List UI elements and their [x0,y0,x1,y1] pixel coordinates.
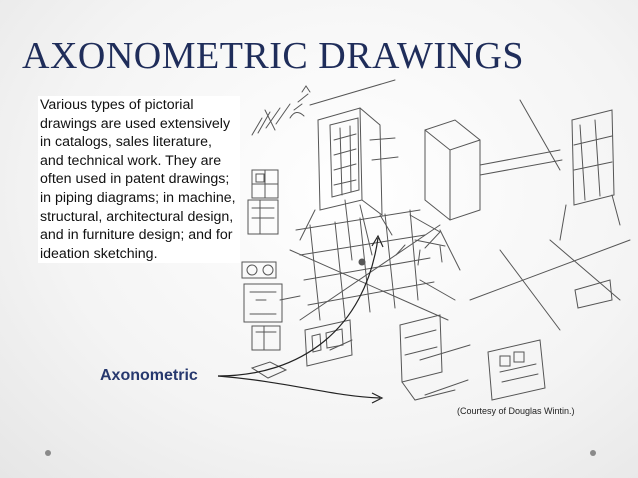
bullet-dot-right [590,450,596,456]
slide-title: AXONOMETRIC DRAWINGS [22,35,524,77]
body-paragraph: Various types of pictorial drawings are used extensively in catalogs, sales literature, and technical work. They are often used in patent drawings; in piping diagrams; in machine, structural, architectural design, and in furniture design; and for ideation sketching. [38,96,240,263]
image-credit: (Courtesy of Douglas Wintin.) [457,406,575,416]
axonometric-label: Axonometric [100,367,198,384]
bullet-dot-left [45,450,51,456]
